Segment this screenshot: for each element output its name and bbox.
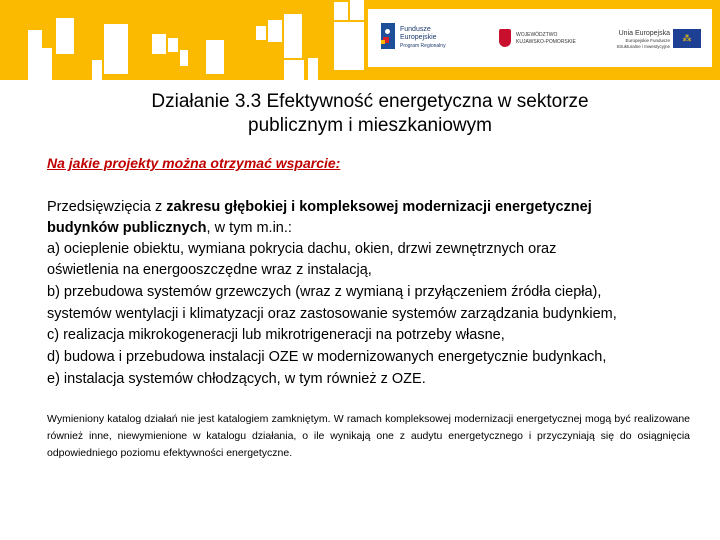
bold-text: budynków publicznych — [47, 220, 207, 236]
body-line: systemów wentylacji i klimatyzacji oraz zastosowanie systemów zarządzania budynkiem, — [47, 306, 617, 322]
decor-block — [168, 38, 178, 52]
bold-text: zakresu głębokiej i kompleksowej modernizacji energetycznej — [166, 199, 592, 215]
text: , w tym m.in.: — [206, 220, 292, 236]
decor-block — [268, 20, 282, 42]
woj-crest-icon — [499, 29, 511, 47]
body-line — [47, 220, 292, 236]
decor-block — [334, 2, 348, 20]
ue-line: Strukturalne i Inwestycyjne — [616, 44, 670, 49]
body-line: oświetlenia na energooszczędne wraz z instalacją, — [47, 262, 372, 278]
decor-block — [284, 14, 302, 58]
woj-line: WOJEWÓDZTWO — [516, 32, 558, 38]
decor-block — [334, 22, 364, 70]
ue-line: Unia Europejska — [618, 30, 670, 37]
body-line: e) instalacja systemów chłodzących, w tym również z OZE. — [47, 371, 426, 387]
body-line — [47, 199, 592, 215]
title-line: publicznym i mieszkaniowym — [248, 115, 492, 136]
decor-block — [180, 50, 188, 66]
decor-block — [28, 30, 42, 48]
woj-logo-text — [516, 32, 576, 46]
decor-block — [152, 34, 166, 54]
logos-panel — [368, 9, 712, 67]
body-line: a) ocieplenie obiektu, wymiana pokrycia dachu, okien, drzwi zewnętrznych oraz — [47, 241, 557, 257]
title-line: Działanie 3.3 Efektywność energetyczna w sektorze — [151, 91, 589, 112]
decor-block — [308, 58, 318, 80]
decor-block — [256, 26, 266, 40]
fe-logo-text — [400, 26, 446, 50]
decor-block — [104, 24, 128, 74]
decor-block — [206, 40, 224, 74]
decor-block — [56, 18, 74, 54]
fe-line: Program Regionalny — [400, 43, 446, 49]
woj-line: KUJAWSKO-POMORSKIE — [516, 39, 576, 45]
note-paragraph: Wymieniony katalog działań nie jest katalogiem zamkniętym. W ramach kompleksowej modernizacji energetycznej mogą być realizowane również inne, niewymienione w katalogu działania, o ile wynikają one z audytu energetycznego i przyczyniają się do osiągnięcia odpowiedniego poziomu efektywności energetyczne. — [47, 413, 690, 459]
decor-block — [284, 60, 304, 80]
body-line: b) przebudowa systemów grzewczych (wraz z wymianą i przyłączeniem źródła ciepła), — [47, 284, 602, 300]
fe-line: Fundusze — [400, 26, 431, 33]
body-line: d) budowa i przebudowa instalacji OZE w modernizowanych energetycznie budynkach, — [47, 349, 607, 365]
body-line: c) realizacja mikrokogeneracji lub mikrotrigeneracji na potrzeby własne, — [47, 327, 505, 343]
fe-line: Europejskie — [400, 34, 437, 41]
header-banner — [0, 0, 720, 80]
section-heading: Na jakie projekty można otrzymać wsparcie: — [47, 155, 341, 171]
fe-logo-icon — [381, 23, 395, 49]
eu-flag-icon: ⁂ — [673, 29, 701, 48]
decor-block — [350, 0, 364, 20]
ue-logo-text — [604, 29, 670, 50]
decor-block — [28, 48, 52, 80]
page-title — [60, 90, 680, 138]
ue-line: Europejskie Fundusze — [625, 38, 670, 43]
decor-block — [92, 60, 102, 80]
text: Przedsięwzięcia z — [47, 199, 167, 215]
